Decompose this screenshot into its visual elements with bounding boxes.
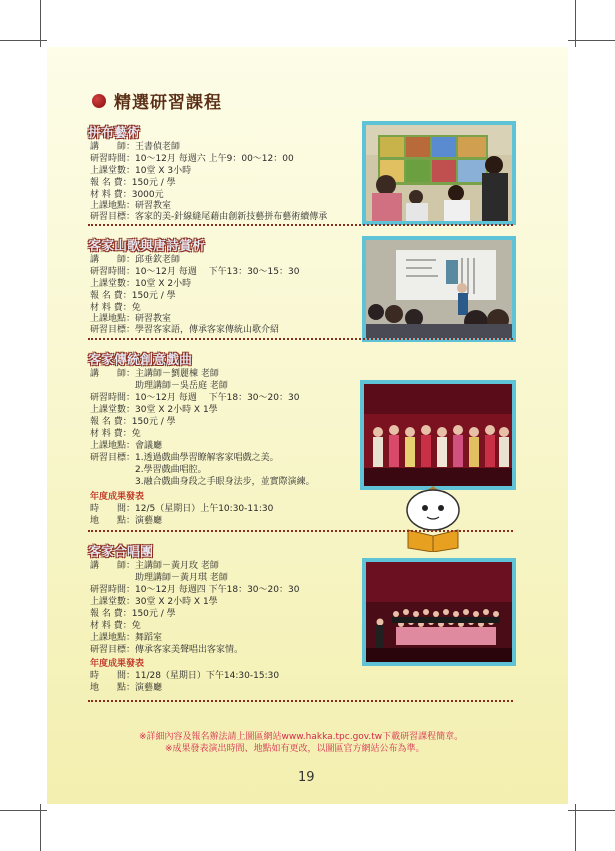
info-row: 研習時間：10～12月 每週四 下午18：30～20：30 [90,585,300,595]
mascot-reading-book-icon [398,480,468,552]
info-row: 地 點：演藝廳 [90,516,163,526]
info-row: 研習時間：10～12月 每週 下午18：30～20：30 [90,393,300,403]
info-row: 3.融合戲曲身段之手眼身法步，並實際演練。 [90,477,315,487]
photo-patchwork [362,121,516,225]
info-row: 地 點：演藝廳 [90,683,163,693]
info-row: 上課堂數：30堂 X 2小時 X 1學 [90,597,218,607]
divider [88,224,513,226]
info-row: 講 師：王書偵老師 [90,142,181,152]
info-row: 研習目標：傳承客家美聲唱出客家情。 [90,645,244,655]
info-row: 材 料 費：免 [90,429,141,439]
info-row: 上課地點：舞蹈室 [90,633,163,643]
divider [88,530,513,532]
main-title [92,88,222,113]
section-title-opera: 客家傳統創意戲曲 [88,353,193,368]
info-row: 研習時間：10～12月 每週 下午13：30～15：30 [90,267,300,277]
info-row: 報 名 費：150元 / 學 [90,178,176,188]
crop-mark [575,804,576,851]
crop-mark [40,804,41,851]
section-title-hakka-song: 客家山歌與唐詩賞析 [88,239,206,254]
result-title: 年度成果發表 [90,659,145,669]
divider [88,700,513,702]
page-number: 19 [298,770,315,785]
info-row: 報 名 費：150元 / 學 [90,417,176,427]
result-title: 年度成果發表 [90,492,145,502]
info-row: 材 料 費：免 [90,303,141,313]
info-row: 報 名 費：150元 / 學 [90,291,176,301]
info-row: 2.學習戲曲唱腔。 [90,465,207,475]
section-title-choir: 客家合唱團 [88,545,154,560]
info-row: 助理講師－吳岳庭 老師 [90,381,228,391]
info-row: 上課地點：研習教室 [90,201,172,211]
info-row: 上課地點：研習教室 [90,314,172,324]
info-row: 時 間：12/5（星期日）上午10:30-11:30 [90,504,274,514]
info-row: 材 料 費：免 [90,621,141,631]
divider [88,338,513,340]
info-row: 講 師：邱垂欽老師 [90,255,181,265]
footnote: ※成果發表演出時間、地點如有更改，以圖區官方網站公布為準。 [165,744,425,754]
crop-mark [568,40,615,41]
info-row: 研習時間：10～12月 每週六 上午9：00～12：00 [90,154,294,164]
info-row: 上課堂數：10堂 X 2小時 [90,279,192,289]
info-row: 講 師：主講師－黃月玫 老師 [90,561,219,571]
info-row: 研習目標：客家的美-針線縫尾藉由創新技藝拼布藝術續傳承 [90,212,328,222]
info-row: 時 間：11/28（星期日）下午14:30-15:30 [90,671,280,681]
info-row: 報 名 費：150元 / 學 [90,609,176,619]
photo-choir [362,558,516,666]
info-row: 材 料 費：3000元 [90,190,164,200]
crop-mark [0,40,47,41]
main-title-text: 精選研習課程 [114,93,222,113]
info-row: 講 師：主講師－劉麗棟 老師 [90,369,219,379]
info-row: 助理講師－黃月琪 老師 [90,573,228,583]
info-row: 研習目標：學習客家語，傳承客家傳統山歌介紹 [90,325,280,335]
info-row: 上課堂數：30堂 X 2小時 X 1學 [90,405,218,415]
crop-mark [568,810,615,811]
crop-mark [0,810,47,811]
section-title-patchwork: 拼布藝術 [88,126,141,141]
photo-opera [360,380,516,490]
photo-hakka-song [362,236,516,342]
footnote: ※詳細內容及報名辦法請上圖區網站www.hakka.tpc.gov.tw下載研習課程簡章。 [139,732,464,742]
info-row: 研習目標：1.透過戲曲學習瞭解客家唱戲之美。 [90,453,279,463]
bullet-icon [92,94,106,108]
info-row: 上課堂數：10堂 X 3小時 [90,166,192,176]
info-row: 上課地點：會議廳 [90,441,163,451]
